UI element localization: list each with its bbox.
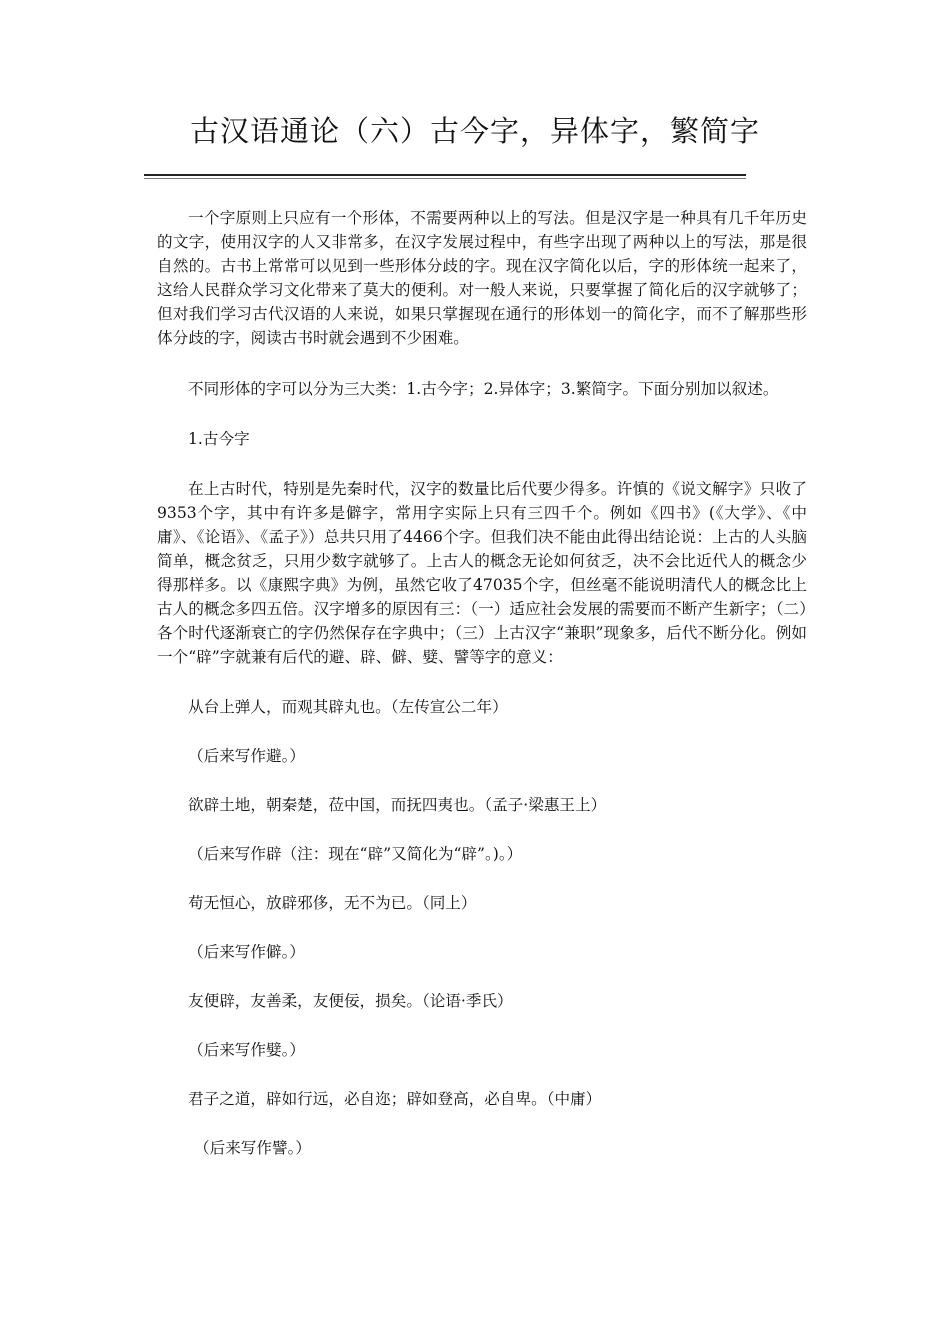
paragraph-categories: 不同形体的字可以分为三大类：1.古今字；2.异体字；3.繁简字。下面分别加以叙述。 (188, 379, 779, 398)
paragraph-intro: 一个字原则上只应有一个形体，不需要两种以上的写法。但是汉字是一种具有几千年历史的文字，使用汉字的人又非常多，在汉字发展过程中，有些字出现了两种以上的写法，那是很自然的。古书上常常可以见到一些形体分歧的字。现在汉字简化以后，字的形体统一起来了，这给人民群众学习文化带来了莫大的便利。对一般人来说，只要掌握了简化后的汉字就够了；但对我们学习古代汉语的人来说，如果只掌握现在通行的形体划一的简化字，而不了解那些形体分歧的字，阅读古书时就会遇到不少困难。 (157, 209, 807, 348)
example-quote: 欲辟土地，朝秦楚，莅中国，而抚四夷也。（孟子·梁惠王上） (188, 795, 607, 814)
title-divider-shadow (144, 178, 746, 179)
example-note: （后来写作辟（注：现在“辟”又简化为“辟”。)。） (188, 844, 523, 863)
example-note: （后来写作僻。） (188, 942, 305, 961)
example-note: （后来写作避。） (188, 746, 305, 765)
document-title: 古汉语通论（六）古今字，异体字，繁简字 (189, 114, 760, 148)
title-divider (144, 174, 746, 176)
example-quote: 君子之道，辟如行远，必自迩；辟如登高，必自卑。（中庸） (188, 1089, 602, 1108)
example-note: （后来写作譬。） (194, 1138, 311, 1157)
example-quote: 从台上弹人，而观其辟丸也。（左传宣公二年） (188, 697, 508, 716)
example-quote: 友便辟，友善柔，友便佞，损矣。（论语·季氏） (188, 991, 513, 1010)
document-body (157, 206, 807, 1160)
example-quote: 苟无恒心，放辟邪侈，无不为已。（同上） (188, 893, 477, 912)
section-heading-gujinzi: 1.古今字 (188, 429, 250, 448)
example-note: （后来写作嬖。） (188, 1040, 305, 1059)
paragraph-gujinzi: 在上古时代，特别是先秦时代，汉字的数量比后代要少得多。许慎的《说文解字》只收了9353个字，其中有许多是僻字，常用字实际上只有三四千个。例如《四书》(《大学》、《中庸》、《论语》、《孟子》）总共只用了4466个字。但我们决不能由此得出结论说：上古的人头脑简单，概念贫乏，只用少数字就够了。上古人的概念无论如何贫乏，决不会比近代人的概念少得那样多。以《康熙字典》为例，虽然它收了47035个字，但丝毫不能说明清代人的概念比上古人的概念多四五倍。汉字增多的原因有三：（一）适应社会发展的需要而不断产生新字；（二）各个时代逐渐衰亡的字仍然保存在字典中；（三）上古汉字“兼职”现象多，后代不断分化。例如一个“辟”字就兼有后代的避、辟、僻、嬖、譬等字的意义： (157, 479, 807, 667)
